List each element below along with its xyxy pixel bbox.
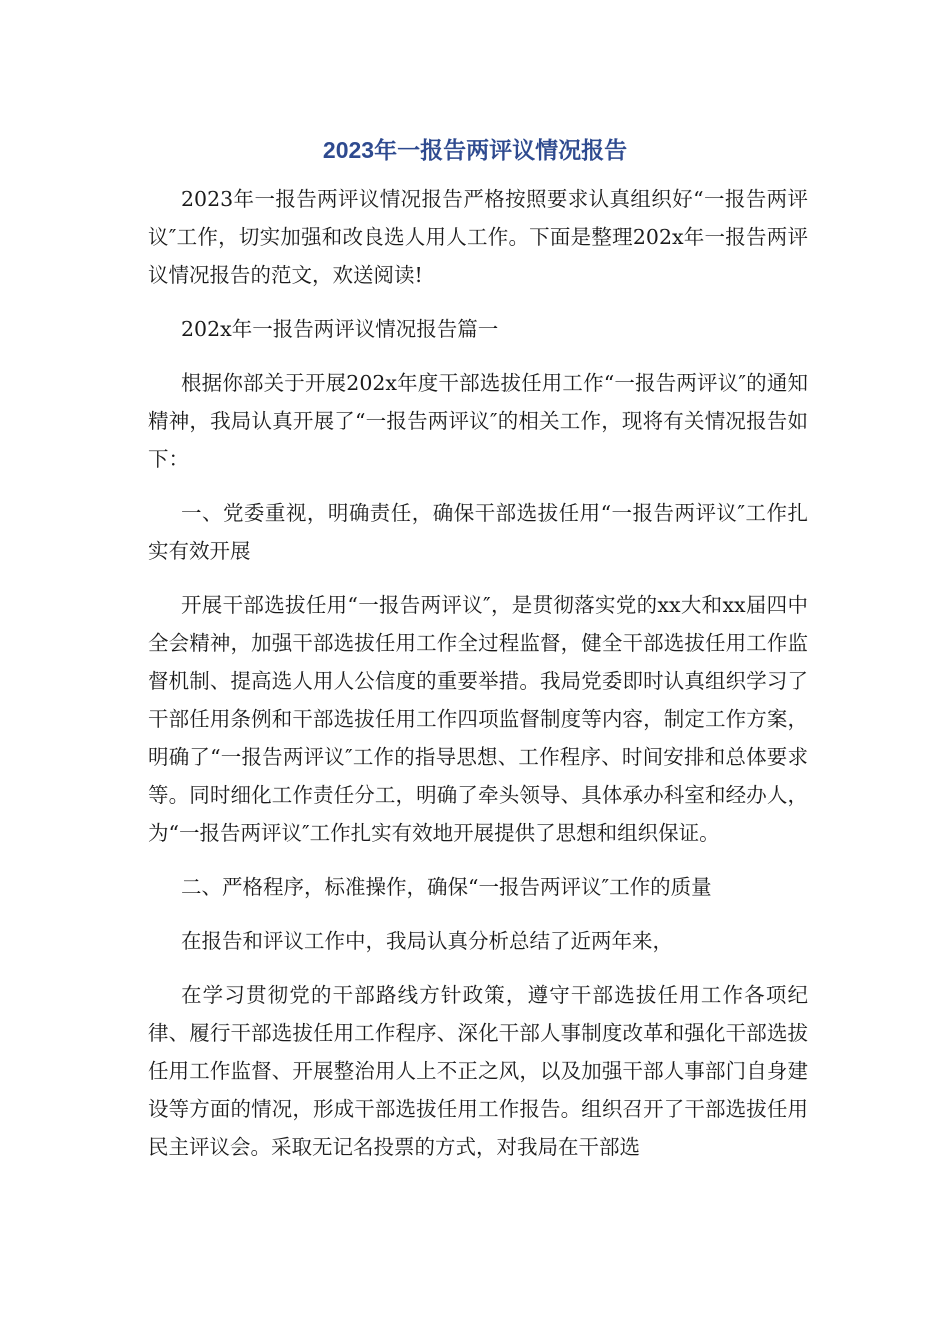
paragraph-heading-two: 二、严格程序，标准操作，确保“一报告两评议″工作的质量: [181, 875, 712, 899]
paragraph-basis: 根据你部关于开展202x年度干部选拔任用工作“一报告两评议″的通知精神，我局认真开展了“一报告两评议″的相关工作，现将有关情况报告如下：: [148, 371, 808, 471]
document-title: 2023年一报告两评议情况报告: [322, 137, 628, 163]
paragraph-body-two-b: 在学习贯彻党的干部路线方针政策，遵守干部选拔任用工作各项纪律、履行干部选拔任用工作程序、深化干部人事制度改革和强化干部选拔任用工作监督、开展整治用人上不正之风，以及加强干部人事部门自身建设等方面的情况，形成干部选拔任用工作报告。组织召开了干部选拔任用民主评议会。采取无记名投票的方式，对我局在干部选: [148, 983, 808, 1159]
paragraph-body-two-a: 在报告和评议工作中，我局认真分析总结了近两年来，: [181, 929, 673, 953]
document-body: [148, 180, 808, 1182]
paragraph-section-heading: 202x年一报告两评议情况报告篇一: [181, 317, 499, 341]
paragraph-heading-one: 一、党委重视，明确责任，确保干部选拔任用“一报告两评议″工作扎实有效开展: [148, 501, 808, 563]
paragraph-body-one: 开展干部选拔任用“一报告两评议″，是贯彻落实党的xx大和xx届四中全会精神，加强干部选拔任用工作全过程监督，健全干部选拔任用工作监督机制、提高选人用人公信度的重要举措。我局党委即时认真组织学习了干部任用条例和干部选拔任用工作四项监督制度等内容，制定工作方案，明确了“一报告两评议″工作的指导思想、工作程序、时间安排和总体要求等。同时细化工作责任分工，明确了牵头领导、具体承办科室和经办人，为“一报告两评议″工作扎实有效地开展提供了思想和组织保证。: [148, 593, 808, 845]
paragraph-intro: 2023年一报告两评议情况报告严格按照要求认真组织好“一报告两评议″工作，切实加强和改良选人用人工作。下面是整理202x年一报告两评议情况报告的范文，欢送阅读!: [148, 187, 808, 287]
